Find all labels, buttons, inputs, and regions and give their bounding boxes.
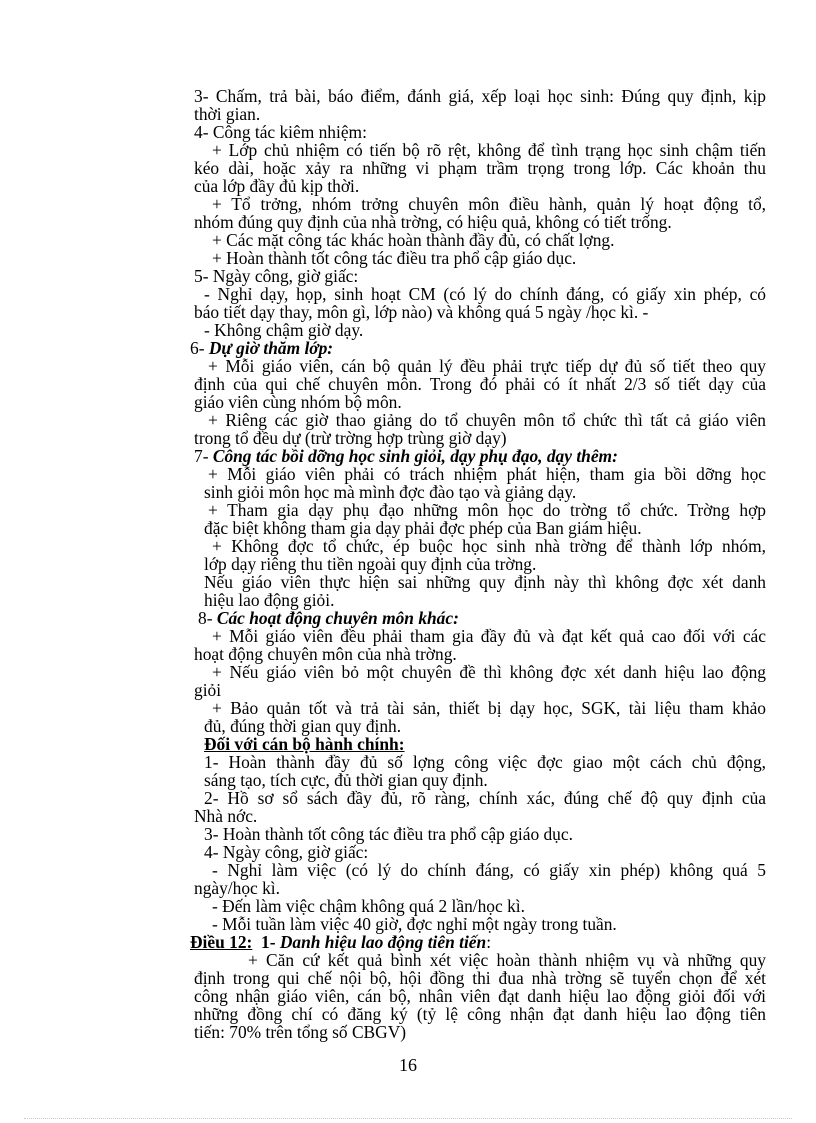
text-line: giáo viên cùng nhóm bộ môn. [194,392,402,412]
page-number: 16 [399,1055,417,1075]
section-number: 7- [194,446,213,466]
text-line: + Hoàn thành tốt công tác điều tra phổ cập giáo dục. [212,248,577,268]
text-line: báo tiết dạy thay, môn gì, lớp nào) và không quá 5 ngày /học kì. - [194,302,649,322]
text-line: - Không chậm giờ dạy. [204,320,364,340]
subsection-heading: Đối với cán bộ hành chính: [204,734,405,754]
text-line: nhóm đúng quy định của nhà trờng, có hiệu quả, không có tiết trống. [194,212,672,232]
text-line: + Mỗi giáo viên đều phải tham gia đầy đủ và đạt kết quả cao đối với các [212,626,766,646]
article-heading [190,932,491,952]
text-line: - Đến làm việc chậm không quá 2 lần/học kì. [212,896,525,916]
text-line: - Nghỉ làm việc (có lý do chính đáng, có giấy xin phép) không quá 5 [212,860,766,880]
section-number: 8- [198,608,217,628]
text-line: + Riêng các giờ thao giảng do tổ chuyên môn tổ chức thì tất cả giáo viên [208,410,766,430]
text-line: hoạt động chuyên môn của nhà trờng. [194,644,457,664]
text-line: giỏi [194,680,222,700]
text-line: kéo dài, hoặc xảy ra những vi phạm trầm trọng trong lớp. Các khoản thu [194,158,766,178]
text-line: + Các mặt công tác khác hoàn thành đầy đủ, có chất lợng. [212,230,615,250]
text-line: Nếu giáo viên thực hiện sai những quy định này thì không đợc xét danh [204,572,766,592]
text-line: những đồng chí có đăng ký (tỷ lệ công nhận đạt danh hiệu lao động tiên [194,1004,766,1024]
text-line: lớp dạy riêng thu tiền ngoài quy định của trờng. [204,554,537,574]
text-line: 3- Chấm, trả bài, báo điểm, đánh giá, xếp loại học sinh: Đúng quy định, kịp [194,86,766,106]
section-heading [198,608,459,628]
text-line: + Căn cứ kết quả bình xét việc hoàn thành nhiệm vụ và những quy [248,950,766,970]
text-line: + Mỗi giáo viên phải có trách nhiệm phát hiện, tham gia bồi dỡng học [208,464,766,484]
text-line: sinh giỏi môn học mà mình đợc đào tạo và giảng dạy. [204,482,577,502]
section-title: Công tác bồi dỡng học sinh giỏi, dạy phụ đạo, dạy thêm: [212,446,618,466]
text-line: - Mỗi tuần làm việc 40 giờ, đợc nghỉ một ngày trong tuần. [212,914,617,934]
section-number: 6- [190,338,209,358]
article-item-number: 1- [261,932,280,952]
text-line: trong tổ đều dự (trừ trờng hợp trùng giờ dạy) [194,428,507,448]
text-line: 2- Hồ sơ sổ sách đầy đủ, rõ ràng, chính xác, đúng chế độ quy định của [204,788,766,808]
section-heading: 4- Công tác kiêm nhiệm: [194,122,367,142]
text-line: - Nghỉ dạy, họp, sinh hoạt CM (có lý do chính đáng, có giấy xin phép, có [204,284,766,304]
article-number: Điều 12: [190,932,253,952]
section-title: Dự giờ thăm lớp: [208,338,334,358]
text-line: + Tham gia dạy phụ đạo những môn học do trờng tổ chức. Trờng hợp [208,500,766,520]
text-line: + Lớp chủ nhiệm có tiến bộ rõ rệt, không để tình trạng học sinh chậm tiến [212,140,766,160]
section-title: Các hoạt động chuyên môn khác: [216,608,459,628]
text-line: đủ, đúng thời gian quy định. [204,716,402,736]
text-line: định trong qui chế nội bộ, hội đồng thi đua nhà trờng sẽ tuyển chọn để xét [194,968,766,988]
text-line: hiệu lao động giỏi. [204,590,335,610]
text-line: đặc biệt không tham gia dạy phải đợc phép của Ban giám hiệu. [204,518,642,538]
text-line: sáng tạo, tích cực, đủ thời gian quy định. [204,770,488,790]
text-line: + Không đợc tổ chức, ép buộc học sinh nhà trờng để thành lớp nhóm, [212,536,766,556]
section-heading [194,446,618,466]
article-title: Danh hiệu lao động tiên tiến [279,932,487,952]
text-line: định của qui chế chuyên môn. Trong đó phải có ít nhất 2/3 số tiết dạy của [194,374,766,394]
section-heading [190,338,333,358]
text-line: công nhận giáo viên, cán bộ, nhân viên đạt danh hiệu lao động giỏi đối với [194,986,766,1006]
text-line: + Nếu giáo viên bỏ một chuyên đề thì không đợc xét danh hiệu lao động [212,662,766,682]
text-line: + Tổ trởng, nhóm trởng chuyên môn điều hành, quản lý hoạt động tổ, [212,194,766,214]
text-line: ngày/học kì. [194,878,280,898]
text-line: 1- Hoàn thành đầy đủ số lợng công việc đợc giao một cách chủ động, [204,752,766,772]
text-line: Nhà nớc. [194,806,258,826]
text-line: + Bảo quản tốt và trả tài sản, thiết bị dạy học, SGK, tài liệu tham khảo [212,698,766,718]
page-bottom-divider [24,1118,792,1119]
text-line: 3- Hoàn thành tốt công tác điều tra phổ cập giáo dục. [204,824,573,844]
text-line: của lớp đầy đủ kịp thời. [194,176,360,196]
text-line: 4- Ngày công, giờ giấc: [204,842,369,862]
text-line: tiến: 70% trên tổng số CBGV) [194,1022,407,1042]
text-line: thời gian. [194,104,261,124]
section-heading: 5- Ngày công, giờ giấc: [194,266,359,286]
text-line: + Mỗi giáo viên, cán bộ quản lý đều phải trực tiếp dự đủ số tiết theo quy [208,356,766,376]
article-colon: : [486,932,492,952]
